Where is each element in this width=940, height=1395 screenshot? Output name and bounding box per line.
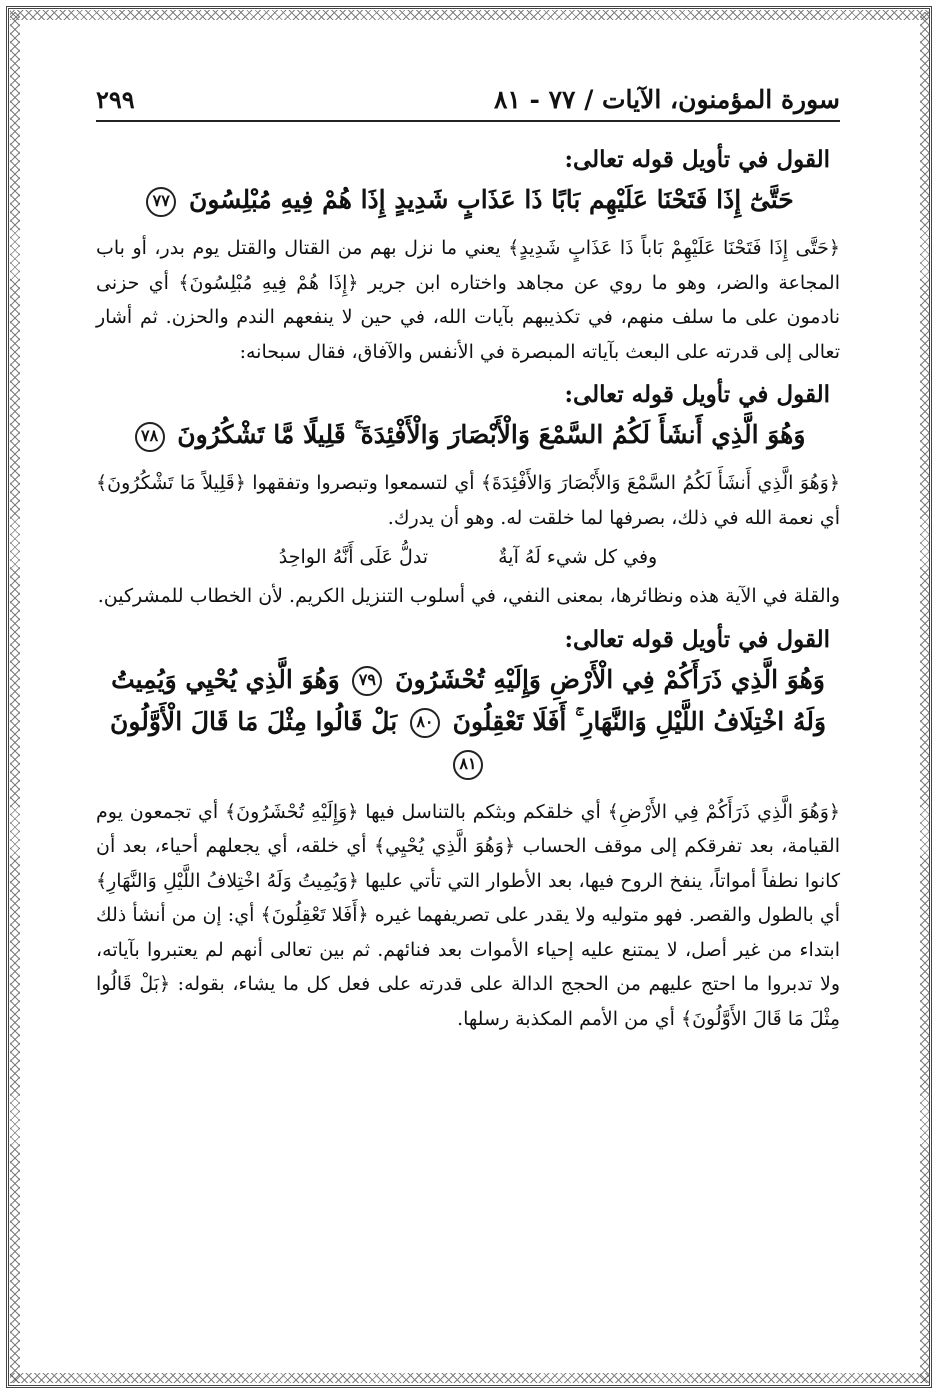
quran-verse [96,414,840,456]
section-ayah-77 [96,146,840,369]
left-ornamental-border [10,12,20,1383]
verse-text: وَهُوَ الَّذِي يُحْيِي وَيُمِيتُ وَلَهُ اخْتِلَافُ اللَّيْلِ وَالنَّهَارِ ۚ أَفَلَا تَعْقِلُونَ [111,664,827,736]
verse-text: وَهُوَ الَّذِي أَنشَأَ لَكُمُ السَّمْعَ وَالْأَبْصَارَ وَالْأَفْئِدَةَ ۚ قَلِيلًا مَّا تَشْكُرُونَ [177,420,806,449]
commentary-paragraph: ﴿وَهُوَ الَّذِي أَنشَأَ لَكُمُ السَّمْعَ وَالأَبْصَارَ وَالأَفْئِدَةَ﴾ أي لتسمعوا وتبصروا وتفقهوا ﴿قَلِيلاً مَا تَشْكُرُونَ﴾ أي نعمة الله في ذلك، بصرفها لما خلقت له. وهو أن يدرك. [96,472,840,529]
verse-number-mark: ٨٠ [410,708,440,738]
running-title: سورة المؤمنون، الآيات / ٧٧ - ٨١ [493,85,840,114]
verse-text: حَتَّىٰٓ إِذَا فَتَحْنَا عَلَيْهِم بَابًا ذَا عَذَابٍ شَدِيدٍ إِذَا هُمْ فِيهِ مُبْلِسُونَ [188,185,794,214]
commentary-paragraph: والقلة في الآية هذه ونظائرها، بمعنى النفي، في أسلوب التنزيل الكريم. لأن الخطاب للمشركين. [97,585,840,607]
poem-hemistich-second: تدلُّ عَلَى أَنَّهُ الواحِدُ [278,546,429,568]
commentary-paragraph: ﴿وَهُوَ الَّذِي ذَرَأَكُمْ فِي الأَرْضِ﴾ أي خلقكم وبثكم بالتناسل فيها ﴿وَإِلَيْهِ تُحْشَرُونَ﴾ أي تجمعون يوم القيامة، بعد تفرقكم إلى موقف الحساب ﴿وَهُوَ الَّذِي يُحْيِي﴾ أي خلقه، أي يجعلهم أحياء، بعد أن كانوا نطفاً أمواتاً، ينفخ الروح فيها، بعد الأطوار التي تأتي عليها ﴿وَيُمِيتُ وَلَهُ اخْتِلافُ اللَّيْلِ وَالنَّهَارِ﴾ أي بالطول والقصر. فهو متوليه ولا يقدر على تصريفهما غيره ﴿أَفَلا تَعْقِلُونَ﴾ أي: إن من أنشأ ذلك ابتداء من غير أصل، لا يمتنع عليه إحياء الأموات بعد فنائهم. ثم بين تعالى أنهم لم يعتبروا بآياته، ولا تدبروا ما احتج عليهم من الحجج الدالة على قدرته على فعل كل ما يشاء، بقوله: ﴿بَلْ قَالُوا مِثْلَ مَا قَالَ الأَوَّلُونَ﴾ أي من الأمم المكذبة رسلها. [96,800,841,1030]
verse-number-mark: ٧٧ [146,187,176,217]
right-ornamental-border [920,12,930,1383]
quran-verse [96,659,840,785]
bottom-ornamental-border [10,1373,930,1383]
verse-number-mark: ٧٩ [352,666,382,696]
poem-hemistich-first: وفي كل شيء لَهُ آيةٌ [498,546,658,568]
verse-number-mark: ٧٨ [135,422,165,452]
section-heading: القول في تأويل قوله تعالى: [564,625,830,653]
top-ornamental-border [10,10,930,20]
poetry-verse [96,539,840,575]
quran-verse [96,179,840,221]
page-number: ٢٩٩ [96,85,135,114]
verse-text: بَلْ قَالُوا مِثْلَ مَا قَالَ الْأَوَّلُونَ [109,706,398,736]
section-ayah-78 [96,381,840,614]
page-header [96,78,840,122]
section-heading: القول في تأويل قوله تعالى: [564,146,830,173]
commentary-paragraph: ﴿حَتَّى إِذَا فَتَحْنَا عَلَيْهِمْ بَاباً ذَا عَذَابٍ شَدِيدٍ﴾ يعني ما نزل بهم من القتال والقتل يوم بدر، أو باب المجاعة والضر، وهو ما روي عن مجاهد واختاره ابن جرير ﴿إِذَا هُمْ فِيهِ مُبْلِسُونَ﴾ أي حزنى نادمون على ما سلف منهم، في تكذيبهم بآيات الله، في حين لا ينفعهم الندم والحزن. ثم أشار تعالى إلى قدرته على البعث بآياته المبصرة في الأنفس والآفاق، فقال سبحانه: [96,237,840,363]
section-ayat-79-81 [96,626,840,1037]
verse-text: وَهُوَ الَّذِي ذَرَأَكُمْ فِي الْأَرْضِ وَإِلَيْهِ تُحْشَرُونَ [395,664,825,694]
verse-number-mark: ٨١ [453,750,483,780]
section-heading: القول في تأويل قوله تعالى: [564,381,830,408]
page-body [96,140,840,1036]
